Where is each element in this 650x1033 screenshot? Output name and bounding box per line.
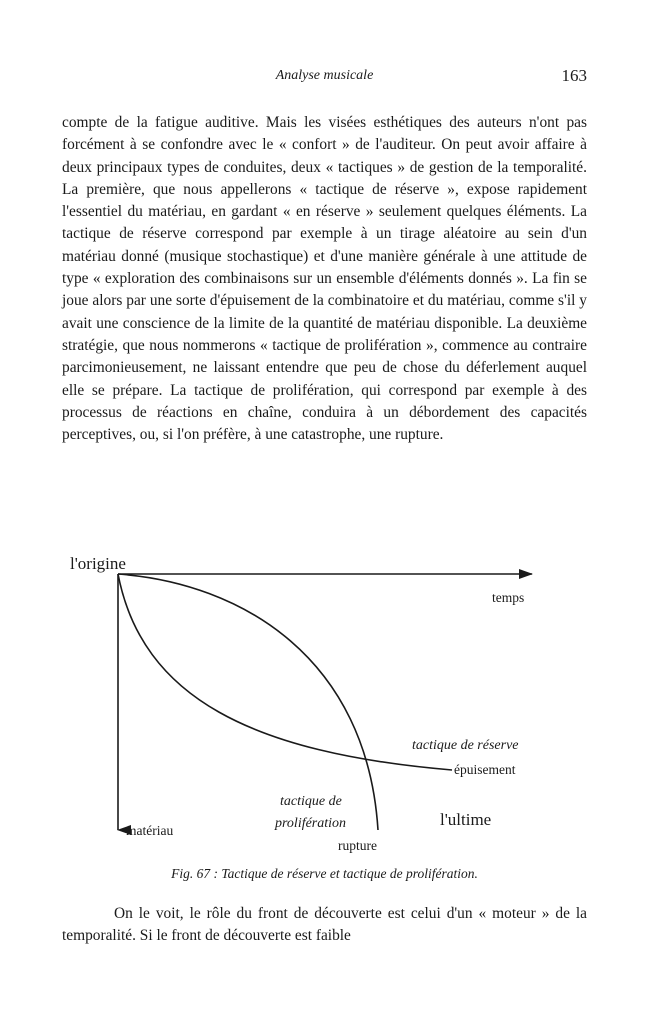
figure-caption: Fig. 67 : Tactique de réserve et tactique de prolifération. — [171, 866, 478, 881]
exhaustion-label: épuisement — [454, 762, 516, 777]
figure-67 — [62, 548, 587, 858]
main-paragraph — [62, 112, 587, 446]
rupture-label: rupture — [338, 838, 377, 853]
page-number: 163 — [561, 66, 587, 85]
proliferation-label-line2: prolifération — [275, 816, 347, 831]
proliferation-curve — [118, 574, 378, 830]
time-axis-label: temps — [492, 590, 525, 605]
running-title: Analyse musicale — [275, 68, 374, 83]
paragraph-2: On le voit, le rôle du front de découverte est celui d'un « moteur » de la temporalité. Si le front de découverte est faible — [62, 905, 587, 945]
paragraph-1: compte de la fatigue auditive. Mais les visées esthétiques des auteurs n'ont pas forcément à se confondre avec le « confort » de l'auditeur. On peut avoir affaire à deux principaux types de conduites, deux « tactiques » de gestion de la temporalité. La première, que nous appellerons « tactique de réserve », expose rapidement l'essentiel du matériau, en gardant « en réserve » seulement quelques éléments. La tactique de réserve correspond par exemple à un tirage aléatoire au sein d'un matériau donné (musique stochastique) et d'une manière générale à une attitude de type « exploration des combinaisons sur un ensemble d'éléments donnés ». La fin se joue alors par une sorte d'épuisement de la combinatoire et du matériau, comme s'il y avait une conscience de la limite de la quantité de matériau disponible. La deuxième stratégie, que nous nommerons « tactique de prolifération », commence au contraire parcimonieusement, ne laissant entendre que peu de chose du déferlement auquel elle se prépare. La tactique de prolifération, qui correspond par exemple à des processus de réactions en chaîne, conduira à un débordement des capacités perceptives, ou, si l'on préfère, à une catastrophe, une rupture. — [62, 114, 587, 444]
reserve-curve-label: tactique de réserve — [412, 738, 519, 753]
material-axis-label: matériau — [126, 823, 174, 838]
closing-paragraph — [62, 903, 587, 948]
proliferation-label-line1: tactique de — [280, 794, 342, 809]
origin-label: l'origine — [70, 554, 126, 573]
running-header — [62, 66, 587, 86]
reserve-curve — [118, 574, 452, 770]
ultimate-label: l'ultime — [440, 810, 492, 829]
